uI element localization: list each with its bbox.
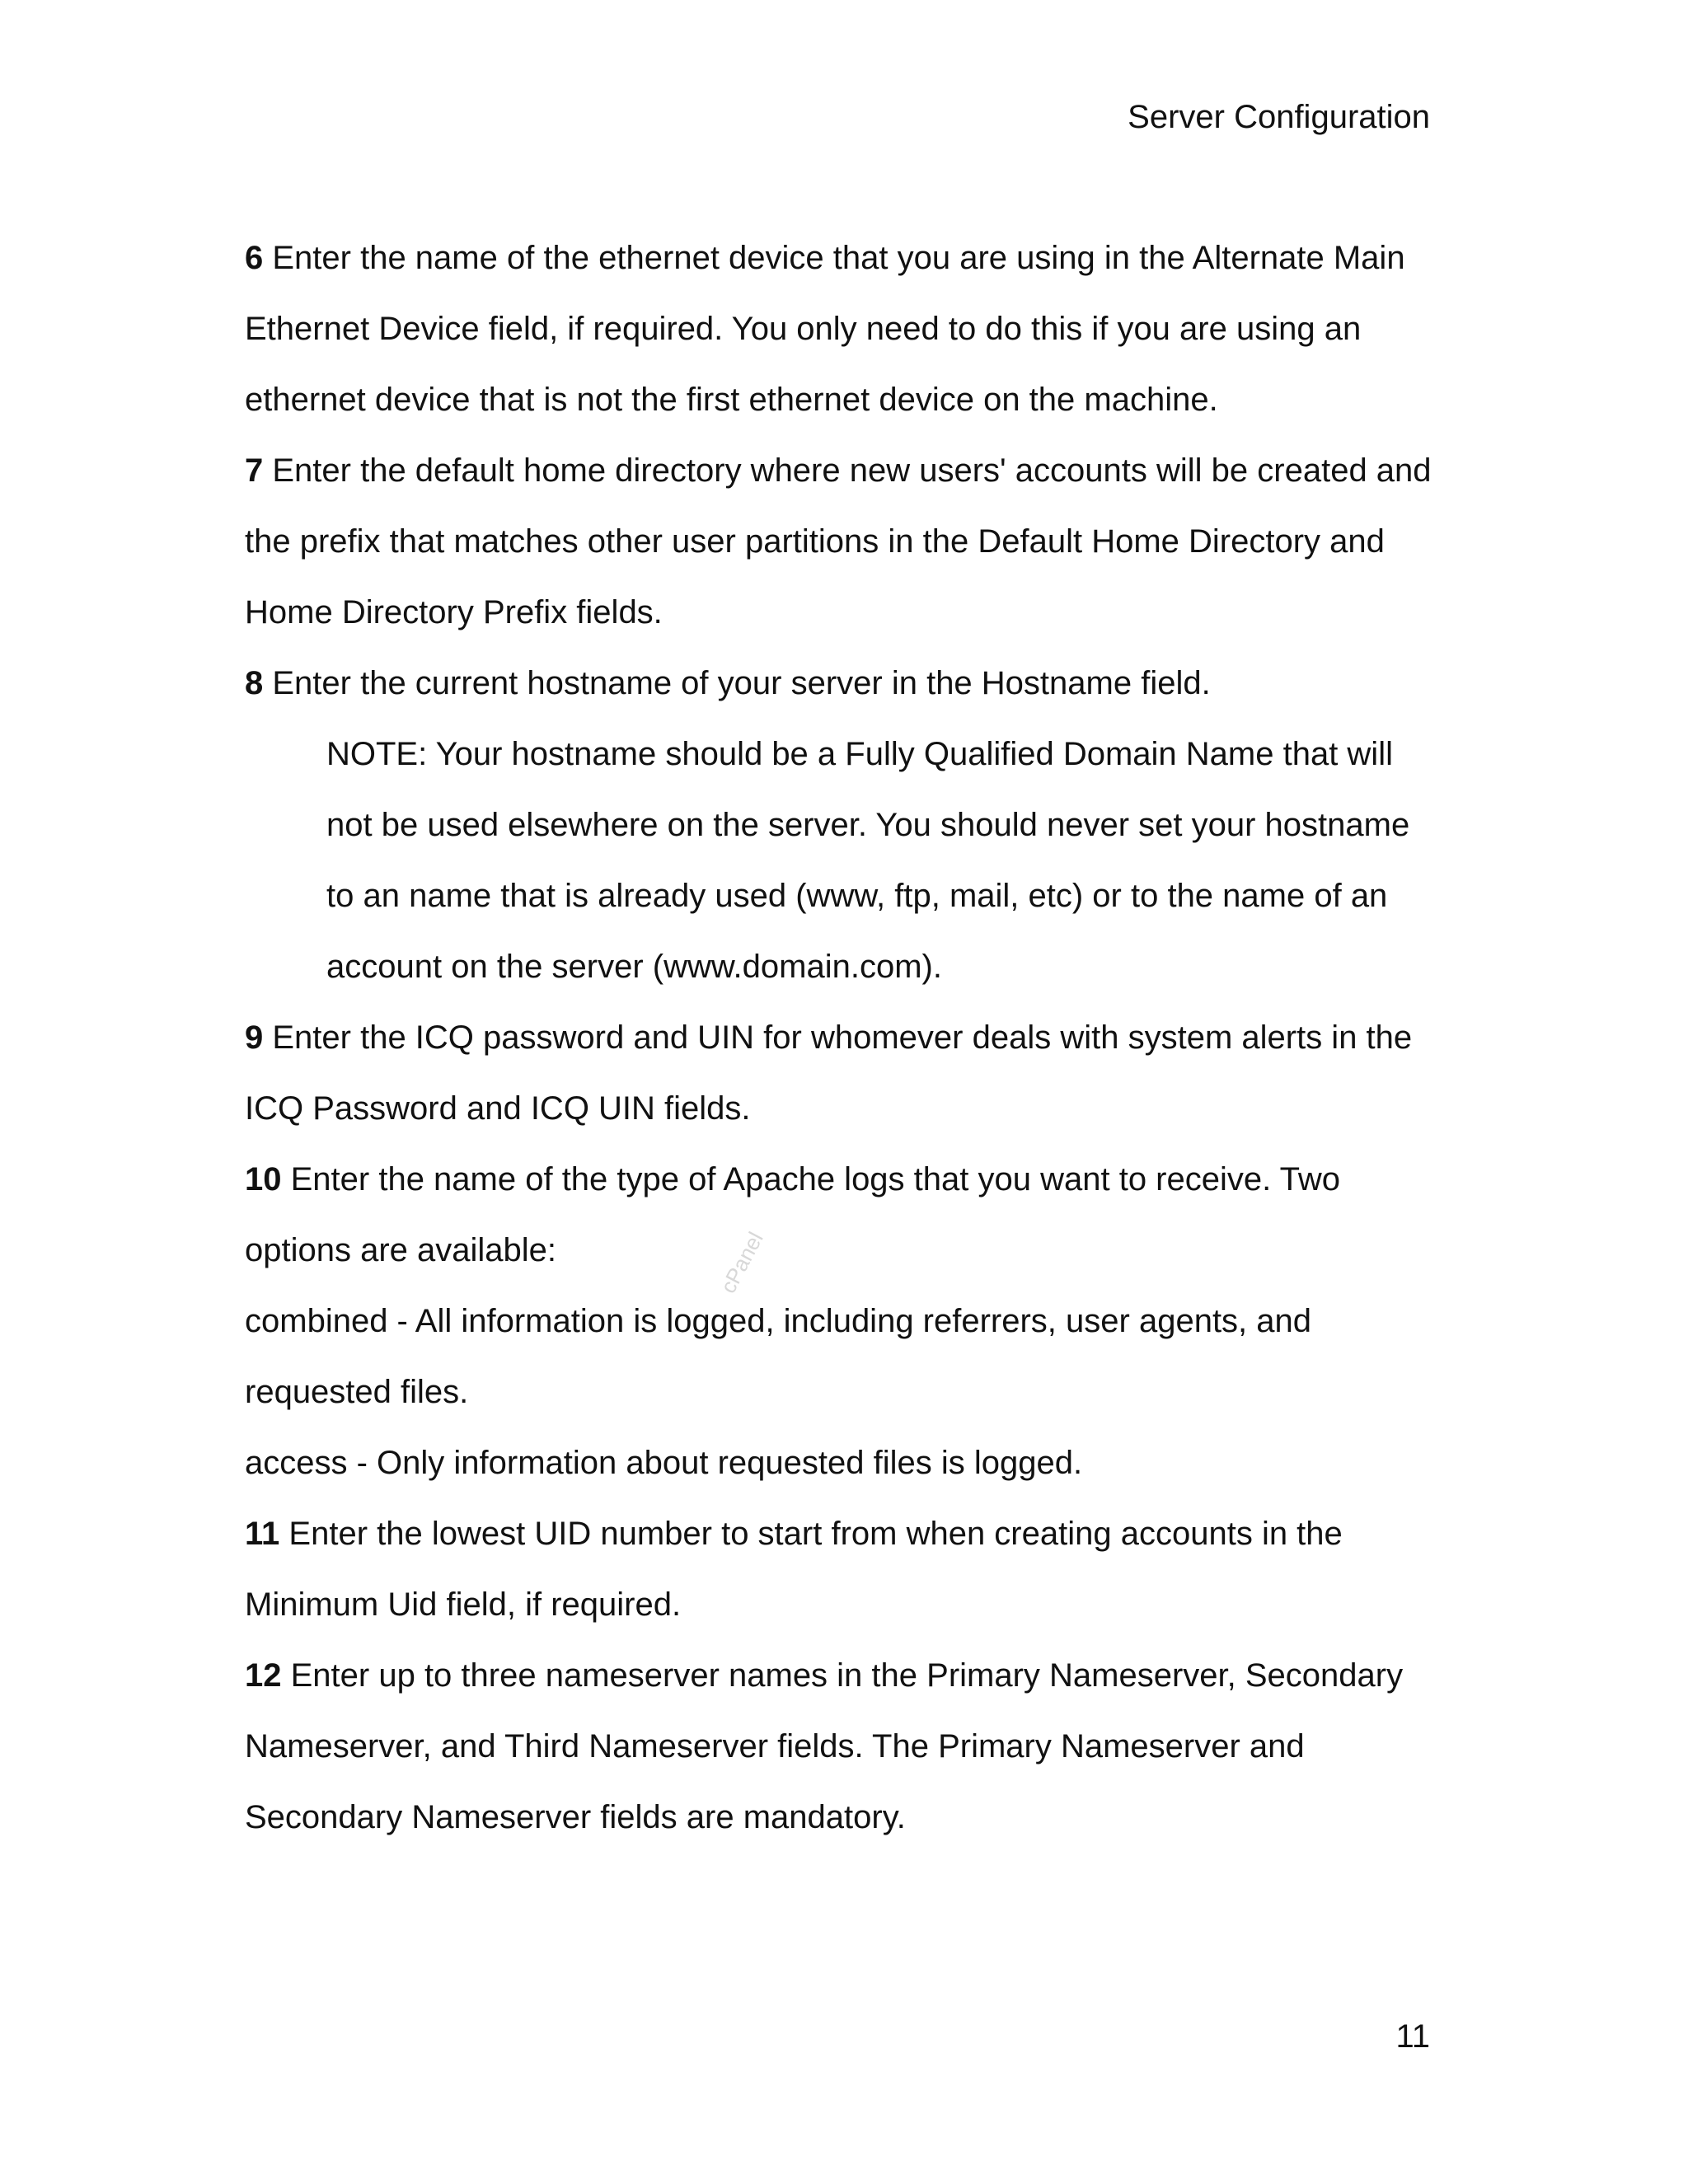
hostname-note: NOTE: Your hostname should be a Fully Qualified Domain Name that will not be used elsewhere on the server. You should never set your hostname to an name that is already used (www, ftp, mail, etc) or to the name of an account on the server (www.domain.com). bbox=[326, 736, 1410, 985]
page-number: 11 bbox=[1395, 2018, 1430, 2055]
step-text: Enter the default home directory where new users' accounts will be created and the prefix that matches other user partitions in the Default Home Directory and Home Directory Prefix fields. bbox=[245, 452, 1432, 630]
step-12 bbox=[245, 1640, 1432, 1853]
step-text: Enter the lowest UID number to start from when creating accounts in the Minimum Uid field, if required. bbox=[245, 1516, 1343, 1623]
step-number: 6 bbox=[245, 240, 264, 276]
step-text: Enter the name of the type of Apache logs that you want to receive. Two options are available: bbox=[245, 1161, 1340, 1268]
step-9 bbox=[245, 1002, 1432, 1144]
step-number: 11 bbox=[245, 1516, 280, 1552]
page-body bbox=[245, 223, 1432, 1853]
step-11 bbox=[245, 1498, 1432, 1640]
step-number: 10 bbox=[245, 1161, 282, 1197]
step-text: Enter the ICQ password and UIN for whomever deals with system alerts in the ICQ Password and ICQ UIN fields. bbox=[245, 1019, 1413, 1127]
step-number: 9 bbox=[245, 1019, 264, 1056]
step-6 bbox=[245, 223, 1432, 435]
step-text: Enter up to three nameserver names in the Primary Nameserver, Secondary Nameserver, and Third Nameserver fields. The Primary Nameserver and Secondary Nameserver fields are mandatory. bbox=[245, 1657, 1404, 1835]
step-number: 12 bbox=[245, 1657, 282, 1694]
step-number: 7 bbox=[245, 452, 264, 489]
step-8 bbox=[245, 648, 1432, 719]
step-10 bbox=[245, 1144, 1432, 1286]
log-option-access: access - Only information about requested files is logged. bbox=[245, 1445, 1083, 1481]
log-option-combined: combined - All information is logged, including referrers, user agents, and requested files. bbox=[245, 1303, 1312, 1410]
step-7 bbox=[245, 435, 1432, 648]
page-header-title: Server Configuration bbox=[1128, 99, 1430, 135]
step-text: Enter the current hostname of your server in the Hostname field. bbox=[263, 665, 1211, 701]
step-text: Enter the name of the ethernet device that you are using in the Alternate Main Ethernet Device field, if required. You only need to do this if you are using an ethernet device that is not the first ethernet device on the machine. bbox=[245, 240, 1405, 418]
watermark: cPanel bbox=[715, 1227, 768, 1298]
step-number: 8 bbox=[245, 665, 264, 701]
